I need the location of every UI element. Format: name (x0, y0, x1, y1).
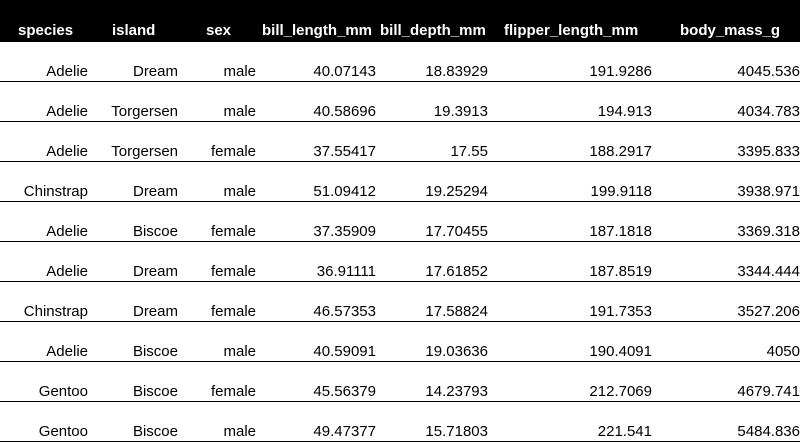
cell-bill-depth-mm: 17.61852 (425, 263, 488, 280)
cell-sex: female (210, 223, 256, 240)
cell-flipper-length-mm: 187.8519 (589, 263, 652, 280)
cell-sex: male (223, 183, 256, 200)
cell-body-mass-g: 4034.783 (737, 103, 800, 120)
table-row (0, 42, 800, 82)
cell-species: Chinstrap (23, 303, 88, 320)
cell-island: Torgersen (111, 143, 178, 160)
cell-body-mass-g: 5484.836 (737, 423, 800, 440)
cell-island: Biscoe (132, 223, 178, 240)
cell-island: Dream (132, 183, 178, 200)
cell-species: Adelie (46, 223, 88, 240)
cell-sex: male (223, 103, 256, 120)
table-row (0, 402, 800, 442)
cell-body-mass-g: 3938.971 (737, 183, 800, 200)
cell-species: Adelie (46, 103, 88, 120)
cell-bill-depth-mm: 19.3913 (433, 103, 488, 120)
cell-bill-length-mm: 51.09412 (313, 183, 376, 200)
cell-bill-depth-mm: 14.23793 (425, 383, 488, 400)
cell-body-mass-g: 4045.536 (737, 63, 800, 80)
cell-bill-depth-mm: 15.71803 (425, 423, 488, 440)
table-row (0, 202, 800, 242)
cell-bill-length-mm: 36.91111 (316, 263, 376, 280)
cell-bill-length-mm: 37.35909 (313, 223, 376, 240)
table-row (0, 82, 800, 122)
table-row (0, 122, 800, 162)
table-header (0, 0, 800, 42)
cell-flipper-length-mm: 194.913 (597, 103, 652, 120)
cell-sex: female (210, 383, 256, 400)
column-header-sex: sex (206, 22, 232, 39)
cell-species: Chinstrap (23, 183, 88, 200)
cell-bill-length-mm: 40.59091 (313, 343, 376, 360)
column-header-species: species (18, 22, 74, 39)
cell-flipper-length-mm: 187.1818 (589, 223, 652, 240)
cell-bill-length-mm: 46.57353 (313, 303, 376, 320)
cell-sex: female (210, 143, 256, 160)
cell-bill-length-mm: 37.55417 (313, 143, 376, 160)
cell-species: Adelie (46, 143, 88, 160)
cell-sex: male (223, 63, 256, 80)
table-row (0, 322, 800, 362)
cell-flipper-length-mm: 188.2917 (589, 143, 652, 160)
column-header-island: island (112, 22, 156, 39)
cell-island: Biscoe (132, 423, 178, 440)
cell-species: Gentoo (38, 383, 88, 400)
cell-body-mass-g: 3395.833 (737, 143, 800, 160)
cell-flipper-length-mm: 199.9118 (590, 183, 652, 200)
table-row (0, 362, 800, 402)
table-row (0, 282, 800, 322)
cell-body-mass-g: 3344.444 (737, 263, 800, 280)
cell-body-mass-g: 3527.206 (737, 303, 800, 320)
cell-sex: male (223, 423, 256, 440)
cell-island: Dream (132, 303, 178, 320)
cell-island: Dream (132, 63, 178, 80)
cell-island: Torgersen (111, 103, 178, 120)
cell-sex: male (223, 343, 256, 360)
cell-species: Adelie (46, 343, 88, 360)
cell-bill-depth-mm: 19.03636 (425, 343, 488, 360)
cell-bill-length-mm: 40.07143 (313, 63, 376, 80)
table-row (0, 162, 800, 202)
cell-bill-length-mm: 40.58696 (313, 103, 376, 120)
cell-island: Dream (132, 263, 178, 280)
cell-bill-depth-mm: 17.55 (450, 143, 488, 160)
cell-bill-depth-mm: 17.58824 (425, 303, 488, 320)
cell-sex: female (210, 303, 256, 320)
cell-bill-length-mm: 45.56379 (313, 383, 376, 400)
cell-island: Biscoe (132, 383, 178, 400)
cell-sex: female (210, 263, 256, 280)
cell-flipper-length-mm: 212.7069 (589, 383, 652, 400)
cell-species: Adelie (46, 63, 88, 80)
column-header-flipper-length-mm: flipper_length_mm (504, 22, 639, 39)
table-row (0, 242, 800, 282)
cell-body-mass-g: 3369.318 (737, 223, 800, 240)
cell-flipper-length-mm: 221.541 (597, 423, 652, 440)
column-header-bill-length-mm: bill_length_mm (262, 22, 373, 39)
cell-bill-depth-mm: 19.25294 (425, 183, 488, 200)
cell-body-mass-g: 4050 (766, 343, 800, 360)
cell-flipper-length-mm: 191.9286 (589, 63, 652, 80)
cell-bill-depth-mm: 18.83929 (425, 63, 488, 80)
cell-flipper-length-mm: 191.7353 (589, 303, 652, 320)
cell-flipper-length-mm: 190.4091 (589, 343, 652, 360)
cell-species: Gentoo (38, 423, 88, 440)
column-header-body-mass-g: body_mass_g (680, 22, 781, 39)
cell-island: Biscoe (132, 343, 178, 360)
column-header-bill-depth-mm: bill_depth_mm (380, 22, 486, 39)
cell-species: Adelie (46, 263, 88, 280)
cell-bill-length-mm: 49.47377 (313, 423, 376, 440)
cell-bill-depth-mm: 17.70455 (425, 223, 488, 240)
cell-body-mass-g: 4679.741 (737, 383, 800, 400)
